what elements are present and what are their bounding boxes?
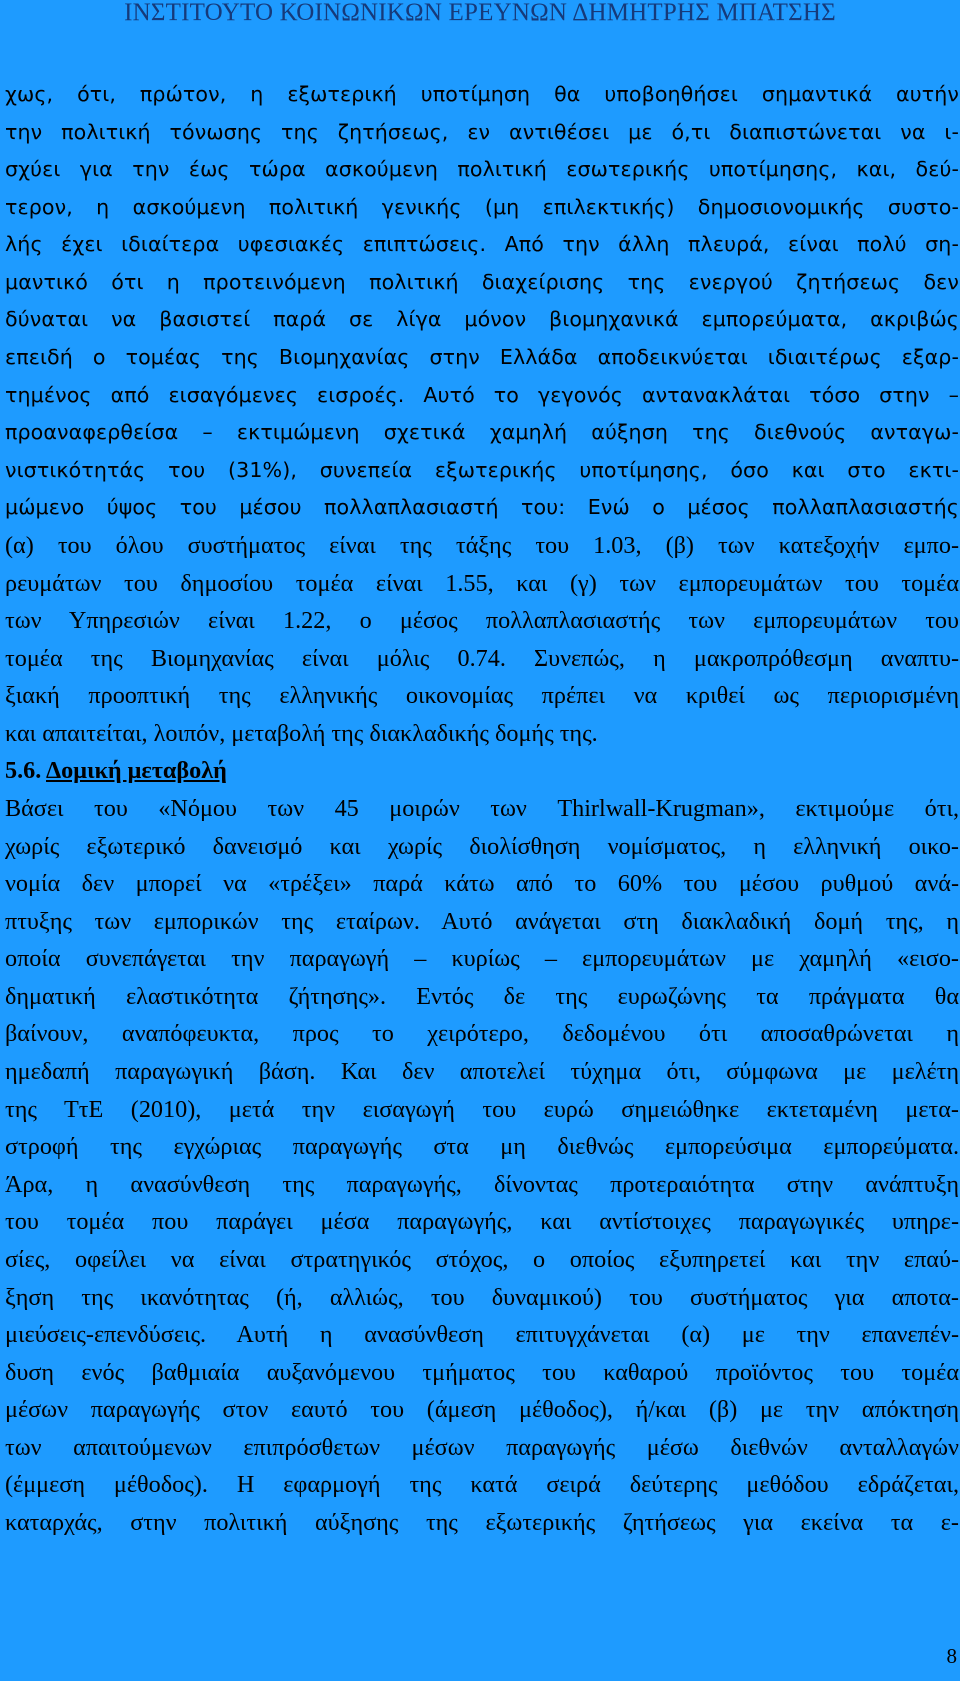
text-line: Βάσει του «Νόμου των 45 μοιρών των Thirlwall-Krugman», εκτιμούμε ότι,: [5, 794, 959, 822]
text-line: τημένος από εισαγόμενες εισροές. Αυτό το γεγονός αντανακλάται τόσο στην –: [5, 382, 959, 407]
text-line: ημεδαπή παραγωγική βάση. Και δεν αποτελεί τύχημα ότι, σύμφωνα με μελέτη: [5, 1058, 959, 1086]
text-line: ρευμάτων του δημοσίου τομέα είναι 1.55, και (γ) των εμπορευμάτων του τομέα: [5, 569, 959, 597]
text-line: νομία δεν μπορεί να «τρέξει» παρά κάτω από το 60% του μέσου ρυθμού ανά-: [5, 870, 959, 898]
text-line: μιεύσεις-επενδύσεις. Αυτή η ανασύνθεση επιτυγχάνεται (α) με την επανεπέν-: [5, 1321, 959, 1349]
text-line: οποία συνεπάγεται την παραγωγή – κυρίως – εμπορευμάτων με χαμηλή «εισο-: [5, 945, 959, 973]
text-line: χωρίς εξωτερικό δανεισμό και χωρίς διολίσθηση νομίσματος, η ελληνική οικο-: [5, 832, 959, 860]
section-title: Δομική μεταβολή: [46, 757, 227, 785]
text-line: ξιακή προοπτική της ελληνικής οικονομίας πρέπει να κριθεί ως περιορισμένη: [5, 682, 959, 710]
text-line: χως, ότι, πρώτον, η εξωτερική υποτίμηση θα υποβοηθήσει σημαντικά αυτήν: [5, 82, 959, 106]
page-body: [5, 76, 959, 1542]
text-line: (α) του όλου συστήματος είναι της τάξης του 1.03, (β) των κατεξοχήν εμπο-: [5, 531, 959, 559]
page-number: 8: [946, 1644, 957, 1668]
text-line: τομέα της Βιομηχανίας είναι μόλις 0.74. Συνεπώς, η μακροπρόθεσμη αναπτυ-: [5, 644, 959, 672]
text-line: των απαιτούμενων επιπρόσθετων μέσων παραγωγής μέσω διεθνών ανταλλαγών: [5, 1433, 959, 1461]
text-line: τερον, η ασκούμενη πολιτική γενικής (μη επιλεκτικής) δημοσιονομικής συστο-: [5, 194, 959, 219]
text-line: πτυξης των εμπορικών της εταίρων. Αυτό ανάγεται στη διακλαδική δομή της, η: [5, 907, 959, 935]
text-line: των Υπηρεσιών είναι 1.22, ο μέσος πολλαπλασιαστής των εμπορευμάτων του: [5, 607, 959, 635]
text-line: δηματική ελαστικότητα ζήτησης». Εντός δε της ευρωζώνης τα πράγματα θα: [5, 982, 959, 1010]
section-number: 5.6.: [5, 757, 42, 785]
text-line: καταρχάς, στην πολιτική αύξησης της εξωτερικής ζητήσεως για εκείνα τα ε-: [5, 1508, 959, 1536]
text-line: μαντικό ότι η προτεινόμενη πολιτική διαχείρισης της ενεργού ζητήσεως δεν: [5, 269, 959, 294]
text-line: Άρα, η ανασύνθεση της παραγωγής, δίνοντας προτεραιότητα στην ανάπτυξη: [5, 1170, 959, 1198]
text-line: και απαιτείται, λοιπόν, μεταβολή της διακλαδικής δομής της.: [5, 719, 598, 747]
text-line: στροφή της εγχώριας παραγωγής στα μη διεθνώς εμπορεύσιμα εμπορεύματα.: [5, 1133, 959, 1161]
text-line: σίες, οφείλει να είναι στρατηγικός στόχος, ο οποίος εξυπηρετεί και την επαύ-: [5, 1245, 959, 1273]
text-line: του τομέα που παράγει μέσα παραγωγής, και αντίστοιχες παραγωγικές υπηρε-: [5, 1208, 959, 1236]
text-line: νιστικότητάς του (31%), συνεπεία εξωτερικής υποτίμησης, όσο και στο εκτι-: [5, 457, 959, 482]
text-line: (έμμεση μέθοδος). Η εφαρμογή της κατά σειρά δεύτερης μεθόδου εδράζεται,: [5, 1471, 959, 1499]
text-line: λής έχει ιδιαίτερα υφεσιακές επιπτώσεις. Από την άλλη πλευρά, είναι πολύ ση-: [5, 232, 959, 257]
text-line: δυση ενός βαθμιαία αυξανόμενου τμήματος του καθαρού προϊόντος του τομέα: [5, 1358, 959, 1386]
text-line: μέσων παραγωγής στον εαυτό του (άμεση μέθοδος), ή/και (β) με την απόκτηση: [5, 1396, 959, 1424]
text-line: μώμενο ύψος του μέσου πολλαπλασιαστή του: Ενώ ο μέσος πολλαπλασιαστής: [5, 495, 959, 520]
text-line: δύναται να βασιστεί παρά σε λίγα μόνον βιομηχανικά εμπορεύματα, ακριβώς: [5, 307, 959, 332]
text-line: σχύει για την έως τώρα ασκούμενη πολιτική εσωτερικής υποτίμησης, και, δεύ-: [5, 157, 959, 182]
text-line: προαναφερθείσα – εκτιμώμενη σχετικά χαμηλή αύξηση της διεθνούς ανταγω-: [5, 420, 959, 445]
text-line: βαίνουν, αναπόφευκτα, προς το χειρότερο, δεδομένου ότι αποσαθρώνεται η: [5, 1020, 959, 1048]
section-heading: [5, 752, 959, 790]
text-line: της ΤτΕ (2010), μετά την εισαγωγή του ευρώ σημειώθηκε εκτεταμένη μετα-: [5, 1095, 959, 1123]
text-line: ξηση της ικανότητας (ή, αλλιώς, του δυναμικού) του συστήματος για αποτα-: [5, 1283, 959, 1311]
text-line: την πολιτική τόνωσης της ζητήσεως, εν αντιθέσει με ό,τι διαπιστώνεται να ι-: [5, 119, 959, 144]
running-header: ΙΝΣΤΙΤΟΥΤΟ ΚΟΙΝΩΝΙΚΩΝ ΕΡΕΥΝΩΝ ΔΗΜΗΤΡΗΣ ΜΠΑΤΣΗΣ: [124, 0, 836, 26]
text-line: επειδή ο τομέας της Βιομηχανίας στην Ελλάδα αποδεικνύεται ιδιαιτέρως εξαρ-: [5, 345, 959, 370]
